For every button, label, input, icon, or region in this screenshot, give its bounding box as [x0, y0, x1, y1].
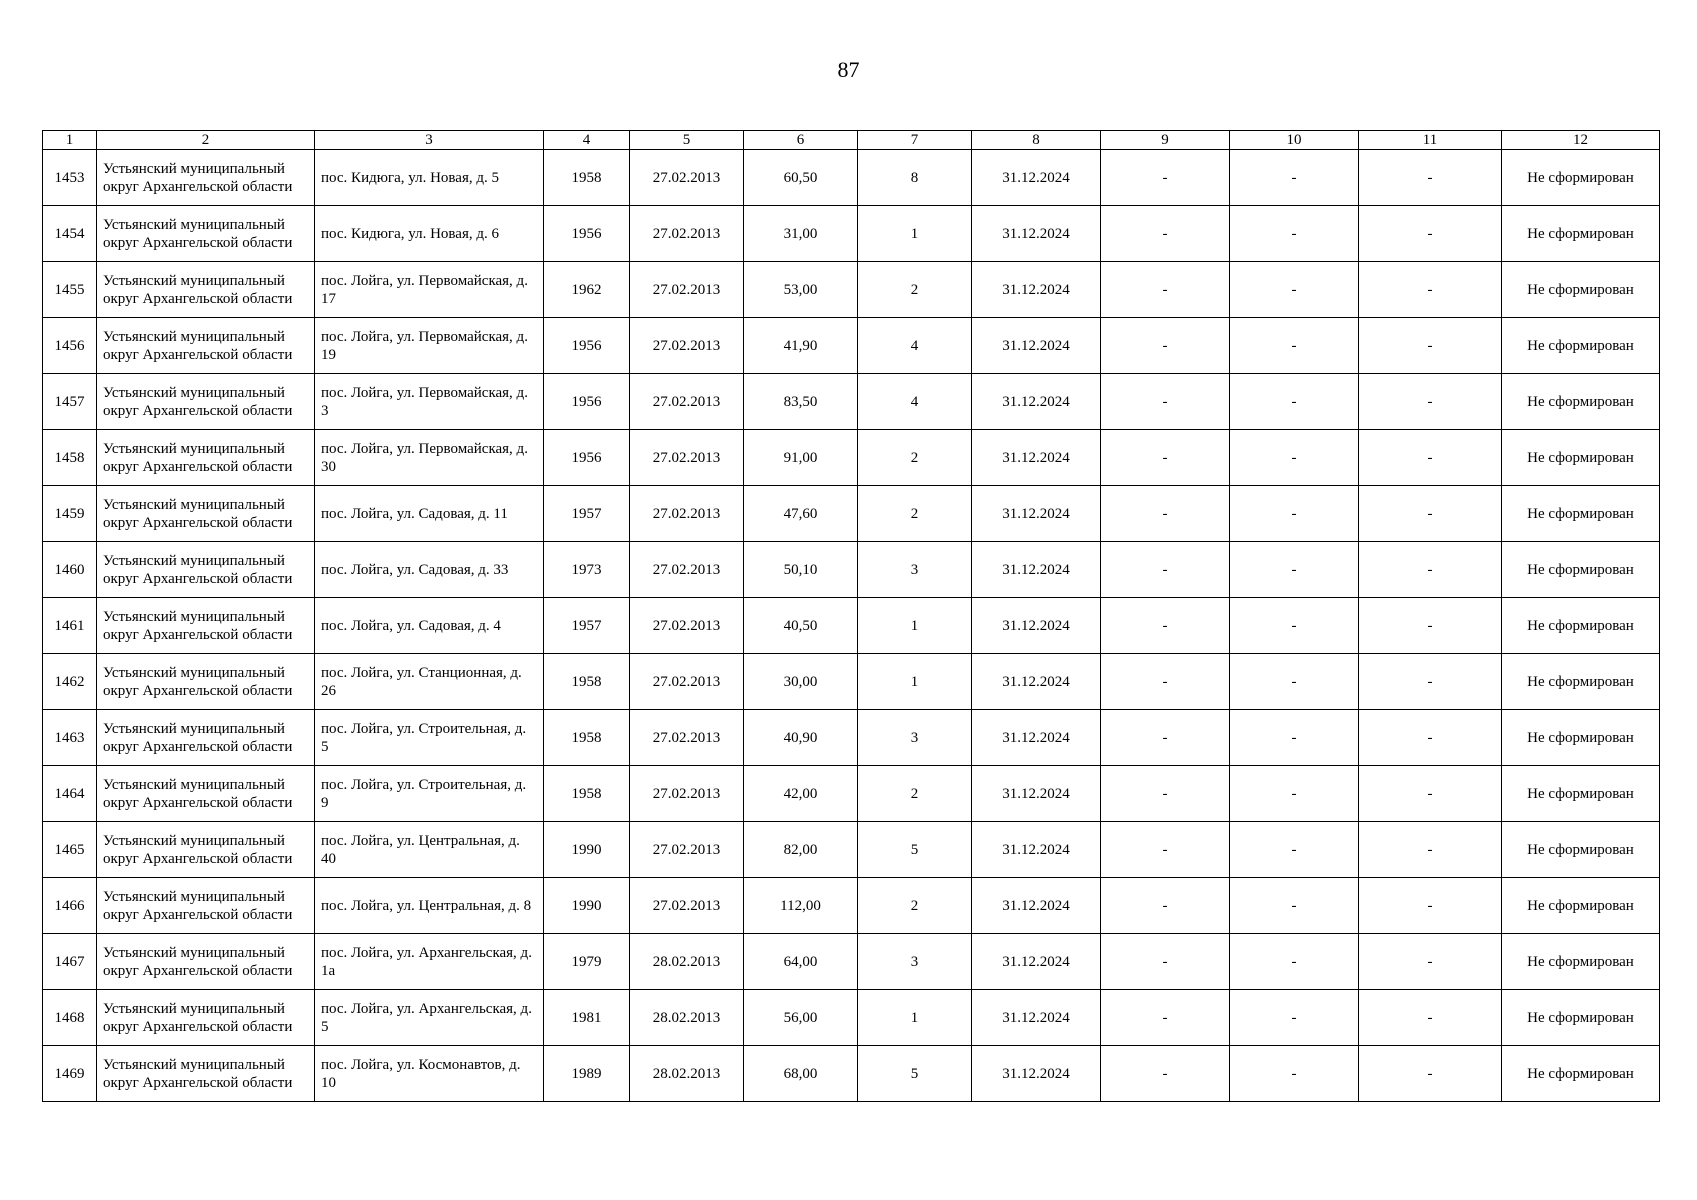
date-cell: 27.02.2013: [630, 262, 744, 318]
count-cell: 5: [858, 822, 972, 878]
count-cell: 1: [858, 990, 972, 1046]
row-number-cell: 1456: [43, 318, 97, 374]
column-header-3: 3: [315, 131, 544, 150]
date-cell: 27.02.2013: [630, 878, 744, 934]
deadline-cell: 31.12.2024: [972, 542, 1101, 598]
count-cell: 2: [858, 262, 972, 318]
row-number-cell: 1458: [43, 430, 97, 486]
year-cell: 1962: [544, 262, 630, 318]
column-header-9: 9: [1101, 131, 1230, 150]
date-cell: 27.02.2013: [630, 542, 744, 598]
status-cell: Не сформирован: [1502, 486, 1660, 542]
count-cell: 2: [858, 878, 972, 934]
col10-cell: -: [1230, 542, 1359, 598]
address-cell: пос. Лойга, ул. Строительная, д. 5: [315, 710, 544, 766]
count-cell: 3: [858, 710, 972, 766]
status-cell: Не сформирован: [1502, 766, 1660, 822]
owner-cell: Устьянский муниципальный округ Архангельской области: [97, 878, 315, 934]
address-cell: пос. Лойга, ул. Строительная, д. 9: [315, 766, 544, 822]
table-header: [43, 131, 1660, 150]
col9-cell: -: [1101, 486, 1230, 542]
col11-cell: -: [1359, 654, 1502, 710]
col10-cell: -: [1230, 206, 1359, 262]
status-cell: Не сформирован: [1502, 374, 1660, 430]
table-row: [43, 878, 1660, 934]
row-number-cell: 1457: [43, 374, 97, 430]
owner-cell: Устьянский муниципальный округ Архангельской области: [97, 318, 315, 374]
status-cell: Не сформирован: [1502, 710, 1660, 766]
date-cell: 28.02.2013: [630, 990, 744, 1046]
table-row: [43, 262, 1660, 318]
area-cell: 30,00: [744, 654, 858, 710]
status-cell: Не сформирован: [1502, 430, 1660, 486]
deadline-cell: 31.12.2024: [972, 766, 1101, 822]
address-cell: пос. Лойга, ул. Первомайская, д. 30: [315, 430, 544, 486]
deadline-cell: 31.12.2024: [972, 318, 1101, 374]
address-cell: пос. Лойга, ул. Первомайская, д. 17: [315, 262, 544, 318]
area-cell: 53,00: [744, 262, 858, 318]
column-header-11: 11: [1359, 131, 1502, 150]
col11-cell: -: [1359, 822, 1502, 878]
col9-cell: -: [1101, 374, 1230, 430]
date-cell: 28.02.2013: [630, 1046, 744, 1102]
owner-cell: Устьянский муниципальный округ Архангельской области: [97, 822, 315, 878]
col10-cell: -: [1230, 934, 1359, 990]
col11-cell: -: [1359, 598, 1502, 654]
col9-cell: -: [1101, 766, 1230, 822]
col10-cell: -: [1230, 150, 1359, 206]
date-cell: 27.02.2013: [630, 374, 744, 430]
area-cell: 91,00: [744, 430, 858, 486]
area-cell: 41,90: [744, 318, 858, 374]
year-cell: 1958: [544, 654, 630, 710]
year-cell: 1958: [544, 766, 630, 822]
table-row: [43, 486, 1660, 542]
date-cell: 28.02.2013: [630, 934, 744, 990]
year-cell: 1981: [544, 990, 630, 1046]
row-number-cell: 1453: [43, 150, 97, 206]
area-cell: 40,90: [744, 710, 858, 766]
deadline-cell: 31.12.2024: [972, 1046, 1101, 1102]
row-number-cell: 1469: [43, 1046, 97, 1102]
address-cell: пос. Лойга, ул. Архангельская, д. 5: [315, 990, 544, 1046]
col9-cell: -: [1101, 710, 1230, 766]
year-cell: 1957: [544, 486, 630, 542]
row-number-cell: 1461: [43, 598, 97, 654]
count-cell: 1: [858, 206, 972, 262]
area-cell: 47,60: [744, 486, 858, 542]
owner-cell: Устьянский муниципальный округ Архангельской области: [97, 150, 315, 206]
column-header-10: 10: [1230, 131, 1359, 150]
col10-cell: -: [1230, 990, 1359, 1046]
area-cell: 83,50: [744, 374, 858, 430]
header-row: [43, 131, 1660, 150]
date-cell: 27.02.2013: [630, 710, 744, 766]
count-cell: 1: [858, 598, 972, 654]
deadline-cell: 31.12.2024: [972, 206, 1101, 262]
date-cell: 27.02.2013: [630, 206, 744, 262]
status-cell: Не сформирован: [1502, 542, 1660, 598]
status-cell: Не сформирован: [1502, 1046, 1660, 1102]
column-header-2: 2: [97, 131, 315, 150]
col11-cell: -: [1359, 990, 1502, 1046]
col11-cell: -: [1359, 318, 1502, 374]
row-number-cell: 1460: [43, 542, 97, 598]
area-cell: 64,00: [744, 934, 858, 990]
col10-cell: -: [1230, 374, 1359, 430]
year-cell: 1956: [544, 318, 630, 374]
status-cell: Не сформирован: [1502, 822, 1660, 878]
row-number-cell: 1465: [43, 822, 97, 878]
row-number-cell: 1466: [43, 878, 97, 934]
deadline-cell: 31.12.2024: [972, 654, 1101, 710]
registry-table: [42, 130, 1660, 1102]
col9-cell: -: [1101, 542, 1230, 598]
address-cell: пос. Лойга, ул. Садовая, д. 11: [315, 486, 544, 542]
owner-cell: Устьянский муниципальный округ Архангельской области: [97, 542, 315, 598]
owner-cell: Устьянский муниципальный округ Архангельской области: [97, 598, 315, 654]
row-number-cell: 1455: [43, 262, 97, 318]
address-cell: пос. Кидюга, ул. Новая, д. 5: [315, 150, 544, 206]
owner-cell: Устьянский муниципальный округ Архангельской области: [97, 262, 315, 318]
row-number-cell: 1464: [43, 766, 97, 822]
area-cell: 82,00: [744, 822, 858, 878]
address-cell: пос. Лойга, ул. Садовая, д. 33: [315, 542, 544, 598]
table-row: [43, 318, 1660, 374]
count-cell: 2: [858, 430, 972, 486]
count-cell: 3: [858, 542, 972, 598]
owner-cell: Устьянский муниципальный округ Архангельской области: [97, 766, 315, 822]
page-number: 87: [837, 57, 860, 82]
table-row: [43, 430, 1660, 486]
table-row: [43, 206, 1660, 262]
deadline-cell: 31.12.2024: [972, 934, 1101, 990]
status-cell: Не сформирован: [1502, 990, 1660, 1046]
table-row: [43, 934, 1660, 990]
count-cell: 4: [858, 374, 972, 430]
deadline-cell: 31.12.2024: [972, 486, 1101, 542]
year-cell: 1956: [544, 206, 630, 262]
col11-cell: -: [1359, 262, 1502, 318]
count-cell: 2: [858, 766, 972, 822]
year-cell: 1956: [544, 430, 630, 486]
col10-cell: -: [1230, 766, 1359, 822]
deadline-cell: 31.12.2024: [972, 598, 1101, 654]
col10-cell: -: [1230, 598, 1359, 654]
table-row: [43, 374, 1660, 430]
address-cell: пос. Лойга, ул. Космонавтов, д. 10: [315, 1046, 544, 1102]
address-cell: пос. Лойга, ул. Первомайская, д. 19: [315, 318, 544, 374]
col11-cell: -: [1359, 430, 1502, 486]
owner-cell: Устьянский муниципальный округ Архангельской области: [97, 486, 315, 542]
col10-cell: -: [1230, 710, 1359, 766]
col9-cell: -: [1101, 654, 1230, 710]
col11-cell: -: [1359, 710, 1502, 766]
area-cell: 56,00: [744, 990, 858, 1046]
col10-cell: -: [1230, 262, 1359, 318]
col11-cell: -: [1359, 934, 1502, 990]
date-cell: 27.02.2013: [630, 654, 744, 710]
column-header-4: 4: [544, 131, 630, 150]
owner-cell: Устьянский муниципальный округ Архангельской области: [97, 206, 315, 262]
col9-cell: -: [1101, 822, 1230, 878]
status-cell: Не сформирован: [1502, 878, 1660, 934]
deadline-cell: 31.12.2024: [972, 430, 1101, 486]
col10-cell: -: [1230, 822, 1359, 878]
row-number-cell: 1467: [43, 934, 97, 990]
deadline-cell: 31.12.2024: [972, 374, 1101, 430]
col9-cell: -: [1101, 206, 1230, 262]
col11-cell: -: [1359, 374, 1502, 430]
area-cell: 31,00: [744, 206, 858, 262]
col9-cell: -: [1101, 318, 1230, 374]
table-row: [43, 1046, 1660, 1102]
year-cell: 1973: [544, 542, 630, 598]
col10-cell: -: [1230, 878, 1359, 934]
year-cell: 1956: [544, 374, 630, 430]
col9-cell: -: [1101, 430, 1230, 486]
deadline-cell: 31.12.2024: [972, 710, 1101, 766]
col9-cell: -: [1101, 934, 1230, 990]
date-cell: 27.02.2013: [630, 430, 744, 486]
col10-cell: -: [1230, 318, 1359, 374]
deadline-cell: 31.12.2024: [972, 822, 1101, 878]
area-cell: 40,50: [744, 598, 858, 654]
col11-cell: -: [1359, 1046, 1502, 1102]
deadline-cell: 31.12.2024: [972, 150, 1101, 206]
year-cell: 1958: [544, 150, 630, 206]
row-number-cell: 1462: [43, 654, 97, 710]
year-cell: 1979: [544, 934, 630, 990]
date-cell: 27.02.2013: [630, 822, 744, 878]
date-cell: 27.02.2013: [630, 766, 744, 822]
status-cell: Не сформирован: [1502, 318, 1660, 374]
col11-cell: -: [1359, 542, 1502, 598]
row-number-cell: 1463: [43, 710, 97, 766]
year-cell: 1958: [544, 710, 630, 766]
year-cell: 1990: [544, 822, 630, 878]
address-cell: пос. Лойга, ул. Первомайская, д. 3: [315, 374, 544, 430]
year-cell: 1990: [544, 878, 630, 934]
status-cell: Не сформирован: [1502, 934, 1660, 990]
col9-cell: -: [1101, 150, 1230, 206]
count-cell: 1: [858, 654, 972, 710]
row-number-cell: 1468: [43, 990, 97, 1046]
owner-cell: Устьянский муниципальный округ Архангельской области: [97, 990, 315, 1046]
deadline-cell: 31.12.2024: [972, 262, 1101, 318]
table-row: [43, 710, 1660, 766]
deadline-cell: 31.12.2024: [972, 878, 1101, 934]
address-cell: пос. Лойга, ул. Центральная, д. 40: [315, 822, 544, 878]
col9-cell: -: [1101, 262, 1230, 318]
date-cell: 27.02.2013: [630, 150, 744, 206]
status-cell: Не сформирован: [1502, 206, 1660, 262]
count-cell: 2: [858, 486, 972, 542]
status-cell: Не сформирован: [1502, 654, 1660, 710]
owner-cell: Устьянский муниципальный округ Архангельской области: [97, 1046, 315, 1102]
date-cell: 27.02.2013: [630, 486, 744, 542]
count-cell: 3: [858, 934, 972, 990]
table-row: [43, 654, 1660, 710]
count-cell: 5: [858, 1046, 972, 1102]
deadline-cell: 31.12.2024: [972, 990, 1101, 1046]
col11-cell: -: [1359, 486, 1502, 542]
table-row: [43, 822, 1660, 878]
col11-cell: -: [1359, 878, 1502, 934]
row-number-cell: 1459: [43, 486, 97, 542]
column-header-5: 5: [630, 131, 744, 150]
area-cell: 68,00: [744, 1046, 858, 1102]
col9-cell: -: [1101, 1046, 1230, 1102]
column-header-1: 1: [43, 131, 97, 150]
owner-cell: Устьянский муниципальный округ Архангельской области: [97, 374, 315, 430]
column-header-12: 12: [1502, 131, 1660, 150]
table-row: [43, 150, 1660, 206]
address-cell: пос. Кидюга, ул. Новая, д. 6: [315, 206, 544, 262]
col11-cell: -: [1359, 150, 1502, 206]
col10-cell: -: [1230, 430, 1359, 486]
col9-cell: -: [1101, 990, 1230, 1046]
table-row: [43, 542, 1660, 598]
address-cell: пос. Лойга, ул. Садовая, д. 4: [315, 598, 544, 654]
table-row: [43, 990, 1660, 1046]
col11-cell: -: [1359, 206, 1502, 262]
owner-cell: Устьянский муниципальный округ Архангельской области: [97, 710, 315, 766]
count-cell: 4: [858, 318, 972, 374]
col10-cell: -: [1230, 654, 1359, 710]
address-cell: пос. Лойга, ул. Архангельская, д. 1а: [315, 934, 544, 990]
table-row: [43, 598, 1660, 654]
area-cell: 50,10: [744, 542, 858, 598]
owner-cell: Устьянский муниципальный округ Архангельской области: [97, 934, 315, 990]
area-cell: 60,50: [744, 150, 858, 206]
address-cell: пос. Лойга, ул. Центральная, д. 8: [315, 878, 544, 934]
column-header-7: 7: [858, 131, 972, 150]
area-cell: 112,00: [744, 878, 858, 934]
table-row: [43, 766, 1660, 822]
address-cell: пос. Лойга, ул. Станционная, д. 26: [315, 654, 544, 710]
status-cell: Не сформирован: [1502, 262, 1660, 318]
row-number-cell: 1454: [43, 206, 97, 262]
year-cell: 1989: [544, 1046, 630, 1102]
col10-cell: -: [1230, 1046, 1359, 1102]
owner-cell: Устьянский муниципальный округ Архангельской области: [97, 430, 315, 486]
column-header-8: 8: [972, 131, 1101, 150]
status-cell: Не сформирован: [1502, 598, 1660, 654]
column-header-6: 6: [744, 131, 858, 150]
owner-cell: Устьянский муниципальный округ Архангельской области: [97, 654, 315, 710]
status-cell: Не сформирован: [1502, 150, 1660, 206]
count-cell: 8: [858, 150, 972, 206]
col11-cell: -: [1359, 766, 1502, 822]
area-cell: 42,00: [744, 766, 858, 822]
col9-cell: -: [1101, 878, 1230, 934]
table-body: [43, 150, 1660, 1102]
date-cell: 27.02.2013: [630, 598, 744, 654]
date-cell: 27.02.2013: [630, 318, 744, 374]
col9-cell: -: [1101, 598, 1230, 654]
year-cell: 1957: [544, 598, 630, 654]
col10-cell: -: [1230, 486, 1359, 542]
